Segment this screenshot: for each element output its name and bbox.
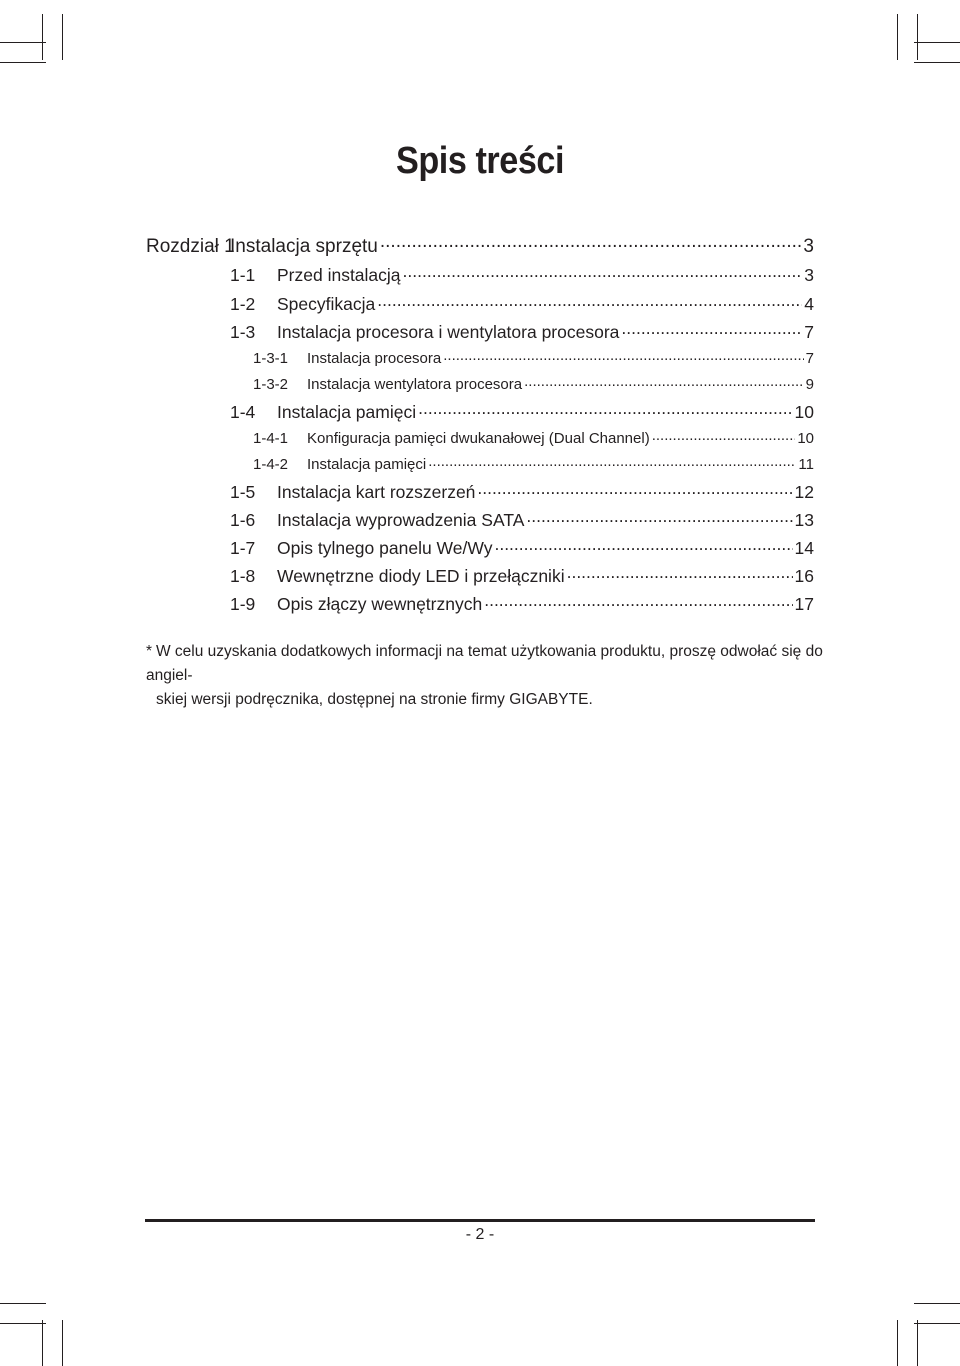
toc-leader-dots — [524, 374, 804, 389]
toc-entry-title: Instalacja sprzętu — [230, 236, 378, 257]
crop-mark — [914, 1323, 960, 1324]
toc-leader-dots — [526, 508, 792, 526]
crop-mark — [914, 1303, 960, 1304]
toc-entry[interactable] — [230, 292, 814, 315]
toc-entry-number: 1-4-2 — [253, 456, 289, 473]
toc-entry-page: 16 — [794, 565, 814, 586]
footnote-marker: * — [146, 643, 153, 660]
crop-mark — [42, 14, 43, 60]
toc-entry-title: Przed instalacją — [277, 264, 401, 285]
toc-entry-number: 1-3 — [230, 321, 256, 342]
crop-mark — [62, 14, 63, 60]
toc-entry[interactable] — [253, 374, 814, 393]
toc-entry-page: 7 — [805, 350, 814, 367]
toc-entry-page: 9 — [805, 376, 814, 393]
toc-leader-dots — [428, 454, 796, 469]
toc-entry-number: 1-3-2 — [253, 376, 289, 393]
toc-entry[interactable] — [253, 454, 814, 473]
crop-mark — [914, 62, 960, 63]
toc-entry-title: Instalacja wentylatora procesora — [307, 376, 523, 393]
toc-entry[interactable] — [230, 400, 814, 423]
crop-mark — [0, 1303, 46, 1304]
toc-leader-dots — [494, 536, 792, 554]
toc-entry-number: 1-8 — [230, 565, 256, 586]
toc-entry[interactable] — [146, 233, 814, 258]
toc-entry-number: 1-4 — [230, 401, 256, 422]
toc-leader-dots — [652, 428, 796, 443]
toc-entry-page: 4 — [804, 293, 814, 314]
toc-entry[interactable] — [230, 263, 814, 286]
toc-entry-number: 1-9 — [230, 593, 256, 614]
crop-mark — [897, 1320, 898, 1366]
toc-leader-dots — [567, 564, 793, 582]
toc-leader-dots — [380, 233, 802, 252]
toc-leader-dots — [377, 292, 802, 310]
toc-entry-number: 1-1 — [230, 264, 256, 285]
toc-leader-dots — [443, 348, 803, 363]
toc-entry-number: 1-3-1 — [253, 350, 289, 367]
toc-entry-title: Opis złączy wewnętrznych — [277, 593, 483, 614]
toc-entry-title: Instalacja pamięci — [277, 401, 417, 422]
crop-mark — [62, 1320, 63, 1366]
toc-entry-title: Instalacja wyprowadzenia SATA — [277, 509, 525, 530]
crop-mark — [917, 14, 918, 60]
toc-leader-dots — [403, 263, 803, 281]
footnote-line: skiej wersji podręcznika, dostępnej na stronie firmy GIGABYTE. — [156, 691, 593, 708]
page-title: Spis treści — [395, 140, 565, 182]
page-number: - 2 - — [465, 1226, 495, 1243]
toc-entry-page: 7 — [804, 321, 814, 342]
toc-entry-page: 10 — [797, 430, 814, 447]
toc-entry[interactable] — [230, 480, 814, 503]
toc-entry-title: Wewnętrzne diody LED i przełączniki — [277, 565, 565, 586]
crop-mark — [897, 14, 898, 60]
crop-mark — [0, 1323, 46, 1324]
toc-entry-page: 3 — [804, 264, 814, 285]
toc-entry-page: 11 — [798, 456, 814, 473]
crop-mark — [0, 62, 46, 63]
toc-entry-page: 10 — [794, 401, 814, 422]
toc-entry[interactable] — [253, 348, 814, 367]
toc-entry-title: Instalacja procesora i wentylatora procesora — [277, 321, 620, 342]
toc-leader-dots — [621, 320, 802, 338]
toc-entry-number: 1-4-1 — [253, 430, 289, 447]
toc-entry-page: 17 — [794, 593, 814, 614]
footer-rule — [145, 1219, 815, 1222]
crop-mark — [42, 1320, 43, 1366]
toc-entry-title: Opis tylnego panelu We/Wy — [277, 537, 493, 558]
crop-mark — [914, 42, 960, 43]
toc-entry-title: Instalacja kart rozszerzeń — [277, 481, 476, 502]
toc-entry-title: Instalacja pamięci — [307, 456, 427, 473]
toc-leader-dots — [477, 480, 792, 498]
toc-entry-title: Specyfikacja — [277, 293, 376, 314]
toc-entry[interactable] — [230, 508, 814, 531]
toc-entry-page: 13 — [794, 509, 814, 530]
toc-leader-dots — [418, 400, 792, 418]
crop-mark — [917, 1320, 918, 1366]
footnote — [146, 640, 826, 712]
toc-entry-number: 1-2 — [230, 293, 256, 314]
toc-entry-page: 12 — [794, 481, 814, 502]
toc-entry-page: 3 — [803, 236, 814, 257]
toc-entry-title: Konfiguracja pamięci dwukanałowej (Dual Channel) — [307, 430, 650, 447]
toc-entry-page: 14 — [794, 537, 814, 558]
toc-entry[interactable] — [230, 536, 814, 559]
toc-entry-number: Rozdział 1 — [146, 236, 235, 257]
toc-entry-title: Instalacja procesora — [307, 350, 442, 367]
footnote-line: W celu uzyskania dodatkowych informacji na temat użytkowania produktu, proszę odwołać się do angiel- — [146, 643, 823, 684]
toc-entry[interactable] — [253, 428, 814, 447]
toc-entry[interactable] — [230, 320, 814, 343]
toc-entry-number: 1-7 — [230, 537, 256, 558]
crop-mark — [0, 42, 46, 43]
toc-entry[interactable] — [230, 564, 814, 587]
toc-entry-number: 1-5 — [230, 481, 256, 502]
toc-leader-dots — [484, 592, 792, 610]
toc-entry[interactable] — [230, 592, 814, 615]
toc-entry-number: 1-6 — [230, 509, 256, 530]
